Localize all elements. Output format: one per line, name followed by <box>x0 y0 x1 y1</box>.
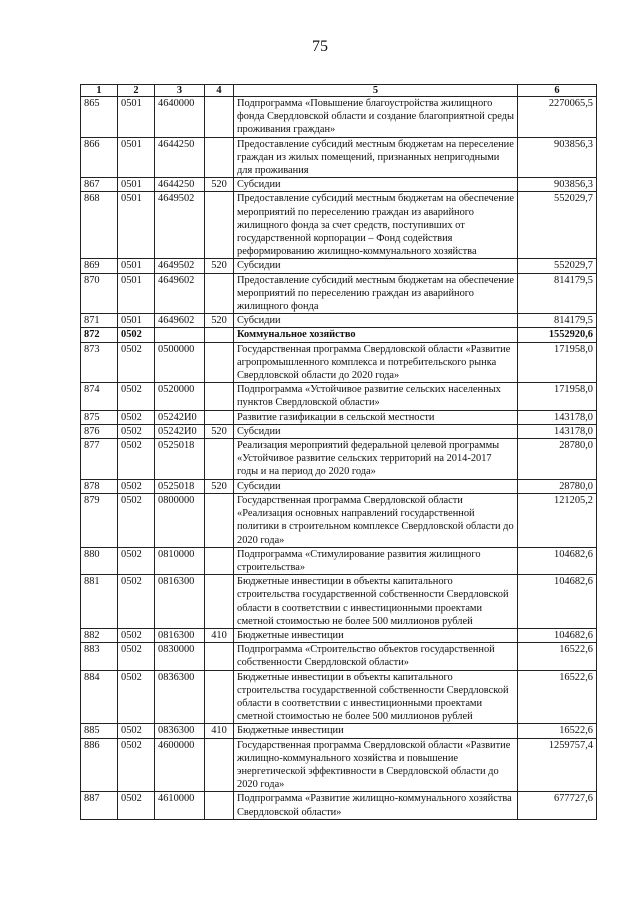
section-code: 0501 <box>118 273 155 314</box>
row-number: 873 <box>81 342 118 383</box>
amount: 104682,6 <box>518 547 597 574</box>
item-name: Реализация мероприятий федеральной целевой программы «Устойчивое развитие сельских территорий на 2014-2017 годы и на период до 2020 года» <box>234 439 518 480</box>
item-name: Коммунальное хозяйство <box>234 328 518 342</box>
row-number: 885 <box>81 724 118 738</box>
amount: 16522,6 <box>518 643 597 670</box>
target-code: 0525018 <box>155 439 205 480</box>
header-col-2: 2 <box>118 85 155 97</box>
amount: 903856,3 <box>518 178 597 192</box>
row-number: 874 <box>81 383 118 410</box>
budget-table <box>80 84 597 820</box>
section-code: 0502 <box>118 575 155 629</box>
table-row <box>81 273 597 314</box>
target-code: 4649602 <box>155 314 205 328</box>
row-number: 876 <box>81 424 118 438</box>
item-name: Субсидии <box>234 424 518 438</box>
table-row <box>81 424 597 438</box>
section-code: 0502 <box>118 493 155 547</box>
expense-type-code <box>205 575 234 629</box>
expense-type-code <box>205 342 234 383</box>
amount: 121205,2 <box>518 493 597 547</box>
item-name: Развитие газификации в сельской местности <box>234 410 518 424</box>
row-number: 875 <box>81 410 118 424</box>
target-code: 0816300 <box>155 628 205 642</box>
target-code <box>155 328 205 342</box>
row-number: 886 <box>81 738 118 792</box>
row-number: 883 <box>81 643 118 670</box>
table-row <box>81 670 597 724</box>
target-code: 4610000 <box>155 792 205 819</box>
amount: 171958,0 <box>518 383 597 410</box>
target-code: 0836300 <box>155 670 205 724</box>
target-code: 4644250 <box>155 178 205 192</box>
item-name: Бюджетные инвестиции в объекты капитального строительства государственной собственности Свердловской области в соответствии с инвестиционными проектами сметной стоимостью не более 500 миллионов рублей <box>234 670 518 724</box>
section-code: 0502 <box>118 328 155 342</box>
row-number: 881 <box>81 575 118 629</box>
item-name: Субсидии <box>234 479 518 493</box>
amount: 28780,0 <box>518 439 597 480</box>
amount: 171958,0 <box>518 342 597 383</box>
section-code: 0501 <box>118 178 155 192</box>
table-row <box>81 493 597 547</box>
section-code: 0502 <box>118 439 155 480</box>
amount: 16522,6 <box>518 670 597 724</box>
header-col-6: 6 <box>518 85 597 97</box>
item-name: Предоставление субсидий местным бюджетам на обеспечение мероприятий по переселению граждан из аварийного жилищного фонда <box>234 273 518 314</box>
item-name: Субсидии <box>234 314 518 328</box>
amount: 903856,3 <box>518 137 597 178</box>
item-name: Субсидии <box>234 259 518 273</box>
table-row <box>81 328 597 342</box>
amount: 104682,6 <box>518 575 597 629</box>
expense-type-code: 410 <box>205 724 234 738</box>
row-number: 868 <box>81 192 118 259</box>
target-code: 0816300 <box>155 575 205 629</box>
expense-type-code <box>205 410 234 424</box>
expense-type-code <box>205 273 234 314</box>
row-number: 869 <box>81 259 118 273</box>
item-name: Субсидии <box>234 178 518 192</box>
expense-type-code <box>205 439 234 480</box>
table-row <box>81 547 597 574</box>
amount: 143178,0 <box>518 424 597 438</box>
header-col-4: 4 <box>205 85 234 97</box>
row-number: 870 <box>81 273 118 314</box>
expense-type-code: 520 <box>205 178 234 192</box>
row-number: 866 <box>81 137 118 178</box>
amount: 16522,6 <box>518 724 597 738</box>
expense-type-code <box>205 383 234 410</box>
expense-type-code <box>205 97 234 138</box>
item-name: Предоставление субсидий местным бюджетам на переселение граждан из жилых помещений, признанных непригодными для проживания <box>234 137 518 178</box>
expense-type-code <box>205 137 234 178</box>
table-row <box>81 479 597 493</box>
section-code: 0502 <box>118 643 155 670</box>
table-row <box>81 439 597 480</box>
amount: 552029,7 <box>518 192 597 259</box>
amount: 552029,7 <box>518 259 597 273</box>
table-row <box>81 383 597 410</box>
expense-type-code: 520 <box>205 479 234 493</box>
expense-type-code: 410 <box>205 628 234 642</box>
target-code: 0836300 <box>155 724 205 738</box>
target-code: 4649502 <box>155 192 205 259</box>
section-code: 0502 <box>118 342 155 383</box>
expense-type-code <box>205 493 234 547</box>
table-row <box>81 724 597 738</box>
expense-type-code <box>205 670 234 724</box>
section-code: 0501 <box>118 314 155 328</box>
row-number: 871 <box>81 314 118 328</box>
table-row <box>81 628 597 642</box>
section-code: 0502 <box>118 724 155 738</box>
row-number: 865 <box>81 97 118 138</box>
target-code: 0500000 <box>155 342 205 383</box>
table-row <box>81 259 597 273</box>
expense-type-code <box>205 792 234 819</box>
amount: 677727,6 <box>518 792 597 819</box>
row-number: 877 <box>81 439 118 480</box>
row-number: 879 <box>81 493 118 547</box>
expense-type-code <box>205 328 234 342</box>
row-number: 887 <box>81 792 118 819</box>
header-col-5: 5 <box>234 85 518 97</box>
table-row <box>81 314 597 328</box>
item-name: Государственная программа Свердловской области «Развитие жилищно-коммунального хозяйства и повышение энергетической эффективности в Свердловской области до 2020 года» <box>234 738 518 792</box>
header-col-3: 3 <box>155 85 205 97</box>
table-row <box>81 192 597 259</box>
table-row <box>81 575 597 629</box>
table-row <box>81 410 597 424</box>
row-number: 884 <box>81 670 118 724</box>
expense-type-code: 520 <box>205 314 234 328</box>
section-code: 0502 <box>118 738 155 792</box>
amount: 2270065,5 <box>518 97 597 138</box>
row-number: 867 <box>81 178 118 192</box>
section-code: 0501 <box>118 137 155 178</box>
target-code: 0800000 <box>155 493 205 547</box>
row-number: 880 <box>81 547 118 574</box>
row-number: 878 <box>81 479 118 493</box>
target-code: 4640000 <box>155 97 205 138</box>
section-code: 0502 <box>118 628 155 642</box>
expense-type-code <box>205 643 234 670</box>
amount: 104682,6 <box>518 628 597 642</box>
target-code: 4600000 <box>155 738 205 792</box>
row-number: 872 <box>81 328 118 342</box>
target-code: 0520000 <box>155 383 205 410</box>
expense-type-code: 520 <box>205 424 234 438</box>
item-name: Бюджетные инвестиции в объекты капитального строительства государственной собственности Свердловской области в соответствии с инвестиционными проектами сметной стоимостью не более 500 миллионов рублей <box>234 575 518 629</box>
target-code: 0830000 <box>155 643 205 670</box>
table-row <box>81 643 597 670</box>
section-code: 0502 <box>118 547 155 574</box>
page-number: 75 <box>312 38 328 55</box>
item-name: Подпрограмма «Повышение благоустройства жилищного фонда Свердловской области и создание благоприятной среды проживания граждан» <box>234 97 518 138</box>
target-code: 0525018 <box>155 479 205 493</box>
item-name: Государственная программа Свердловской области «Развитие агропромышленного комплекса и потребительского рынка Свердловской области до 2020 года» <box>234 342 518 383</box>
section-code: 0502 <box>118 424 155 438</box>
section-code: 0502 <box>118 479 155 493</box>
target-code: 05242И0 <box>155 410 205 424</box>
target-code: 4644250 <box>155 137 205 178</box>
table-header-row <box>81 85 597 97</box>
row-number: 882 <box>81 628 118 642</box>
item-name: Предоставление субсидий местным бюджетам на обеспечение мероприятий по переселению граждан из аварийного жилищного фонда за счет средств, поступивших от государственной корпорации – Фонд содействия реформированию жилищно-коммунального хозяйства <box>234 192 518 259</box>
target-code: 4649602 <box>155 273 205 314</box>
section-code: 0501 <box>118 192 155 259</box>
item-name: Подпрограмма «Строительство объектов государственной собственности Свердловской области» <box>234 643 518 670</box>
expense-type-code: 520 <box>205 259 234 273</box>
section-code: 0502 <box>118 670 155 724</box>
table-row <box>81 792 597 819</box>
header-col-1: 1 <box>81 85 118 97</box>
amount: 814179,5 <box>518 314 597 328</box>
table-row <box>81 178 597 192</box>
section-code: 0501 <box>118 259 155 273</box>
amount: 143178,0 <box>518 410 597 424</box>
item-name: Государственная программа Свердловской области «Реализация основных направлений государственной политики в строительном комплексе Свердловской области до 2020 года» <box>234 493 518 547</box>
section-code: 0502 <box>118 792 155 819</box>
amount: 28780,0 <box>518 479 597 493</box>
section-code: 0502 <box>118 383 155 410</box>
item-name: Подпрограмма «Устойчивое развитие сельских населенных пунктов Свердловской области» <box>234 383 518 410</box>
amount: 1259757,4 <box>518 738 597 792</box>
table-row <box>81 137 597 178</box>
item-name: Подпрограмма «Развитие жилищно-коммунального хозяйства Свердловской области» <box>234 792 518 819</box>
table-row <box>81 738 597 792</box>
target-code: 0810000 <box>155 547 205 574</box>
item-name: Бюджетные инвестиции <box>234 628 518 642</box>
section-code: 0502 <box>118 410 155 424</box>
expense-type-code <box>205 192 234 259</box>
amount: 1552920,6 <box>518 328 597 342</box>
amount: 814179,5 <box>518 273 597 314</box>
expense-type-code <box>205 738 234 792</box>
target-code: 05242И0 <box>155 424 205 438</box>
target-code: 4649502 <box>155 259 205 273</box>
section-code: 0501 <box>118 97 155 138</box>
item-name: Бюджетные инвестиции <box>234 724 518 738</box>
table-row <box>81 342 597 383</box>
expense-type-code <box>205 547 234 574</box>
item-name: Подпрограмма «Стимулирование развития жилищного строительства» <box>234 547 518 574</box>
table-row <box>81 97 597 138</box>
